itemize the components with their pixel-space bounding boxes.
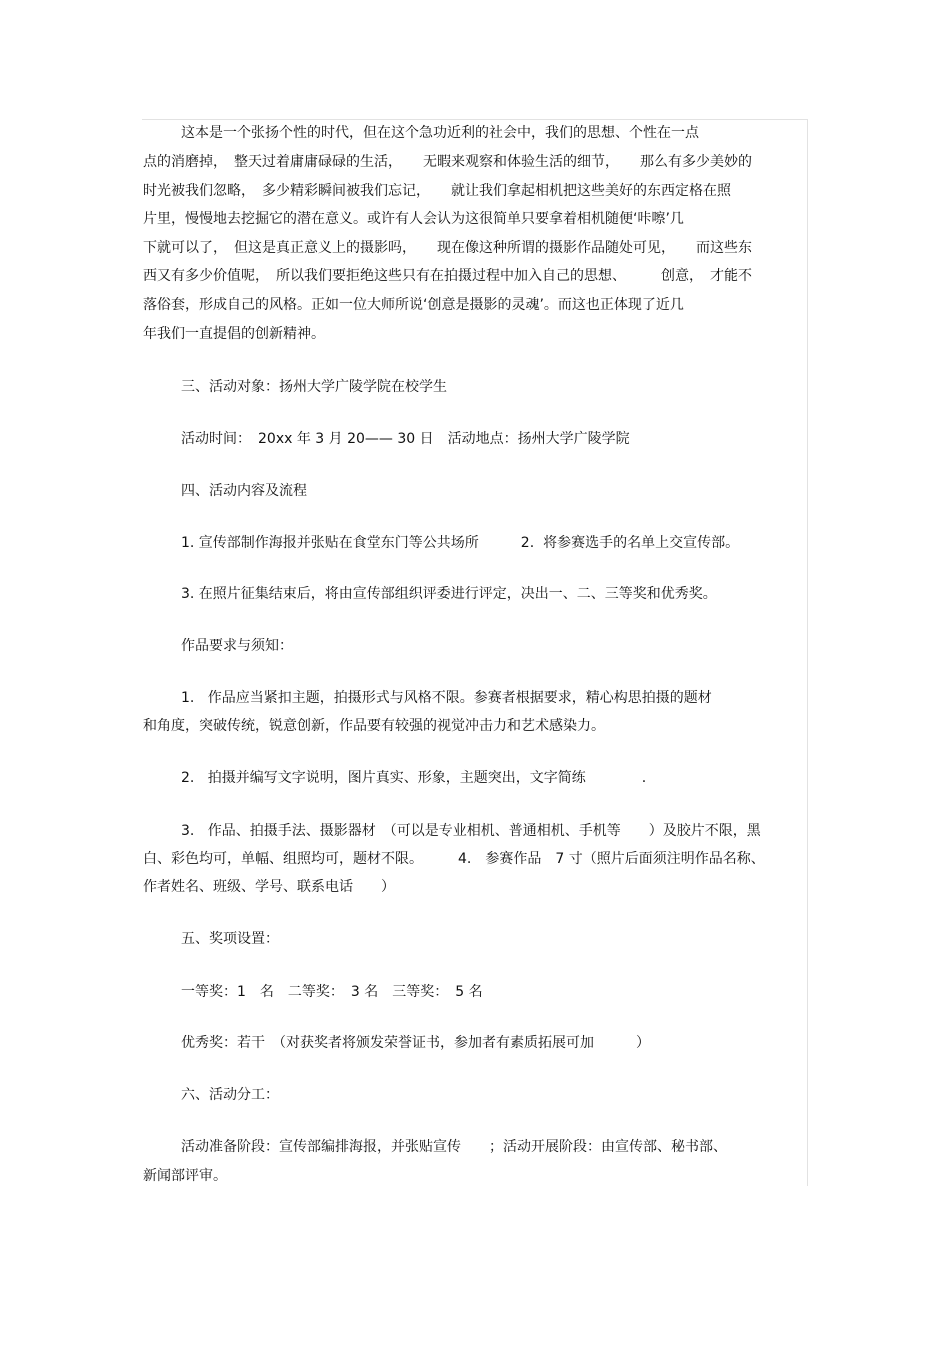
award-line: 一等奖：1 名 二等奖： 3 名 三等奖： 5 名 [181,984,483,1000]
list-item: 3. 作品、拍摄手法、摄影器材 （可以是专业相机、普通相机、手机等 ）及胶片不限，黑 [181,823,761,839]
list-item: 3. 在照片征集结束后，将由宣传部组织评委进行评定，决出一、二、三等奖和优秀奖。 [181,586,717,602]
paragraph-line: 这本是一个张扬个性的时代，但在这个急功近利的社会中，我们的思想、个性在一点 [181,125,699,141]
section-heading: 四、活动内容及流程 [181,483,307,499]
activity-time-line: 活动时间： 20xx 年 3 月 20—— 30 日 活动地点：扬州大学广陵学院 [181,431,630,447]
section-heading: 六、活动分工： [181,1087,279,1103]
paragraph-line: 点的消磨掉， 整天过着庸庸碌碌的生活， 无暇来观察和体验生活的细节， 那么有多少美妙的 [143,154,752,170]
paragraph-line: 西又有多少价值呢， 所以我们要拒绝这些只有在拍摄过程中加入自己的思想、 创意， 才能不 [143,268,752,284]
paragraph-line: 片里，慢慢地去挖掘它的潜在意义。或许有人会认为这很简单只要拿着相机随便‘咔嚓’几 [143,211,684,227]
paragraph-line: 时光被我们忽略， 多少精彩瞬间被我们忘记， 就让我们拿起相机把这些美好的东西定格在照 [143,183,731,199]
award-line: 优秀奖：若干 （对获奖者将颁发荣誉证书，参加者有素质拓展可加 ） [181,1035,650,1051]
paragraph-line: 下就可以了， 但这是真正意义上的摄影吗， 现在像这种所谓的摄影作品随处可见， 而这些东 [143,240,752,256]
section-heading: 三、活动对象：扬州大学广陵学院在校学生 [181,379,447,395]
list-item-continued: 和角度，突破传统，锐意创新，作品要有较强的视觉冲击力和艺术感染力。 [143,718,605,734]
list-item: 1. 宣传部制作海报并张贴在食堂东门等公共场所 2. 将参赛选手的名单上交宣传部。 [181,535,740,551]
list-item: 1. 作品应当紧扣主题，拍摄形式与风格不限。参赛者根据要求，精心构思拍摄的题材 [181,690,712,706]
subheading: 作品要求与须知： [181,638,293,654]
paragraph-line: 活动准备阶段：宣传部编排海报，并张贴宣传 ；活动开展阶段：由宣传部、秘书部、 [181,1139,727,1155]
paragraph-line: 落俗套，形成自己的风格。正如一位大师所说‘创意是摄影的灵魂’。而这也正体现了近几 [143,297,684,313]
paragraph-line: 年我们一直提倡的创新精神。 [143,326,325,342]
list-item-continued: 作者姓名、班级、学号、联系电话 ） [143,879,395,895]
paragraph-line: 新闻部评审。 [143,1168,227,1184]
section-heading: 五、奖项设置： [181,931,279,947]
list-item: 2. 拍摄并编写文字说明，图片真实、形象，主题突出，文字简练 . [181,770,647,786]
list-item-continued: 白、彩色均可，单幅、组照均可，题材不限。 4. 参赛作品 7 寸（照片后面须注明作品名称、 [143,851,765,867]
